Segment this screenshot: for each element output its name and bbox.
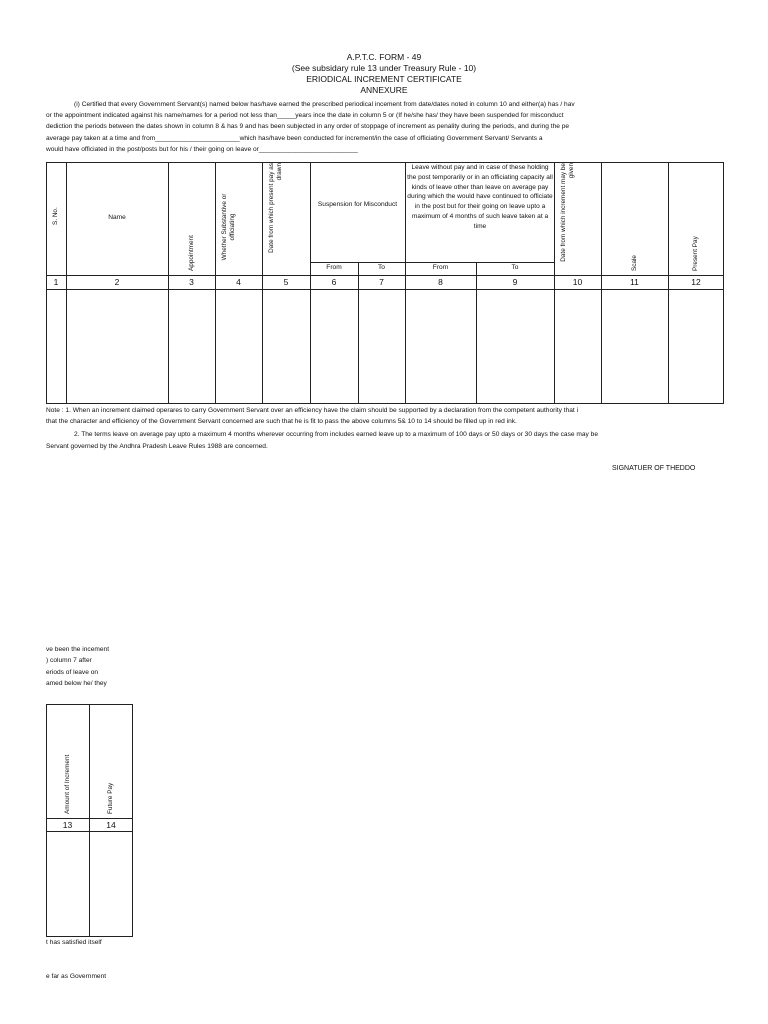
col-num-5: 5 [283, 277, 289, 287]
note-1-line-1: Note : 1. When an increment claimed operares to carry Government Servant over an efficiency have the claim should be supported by a declaration from the competent authority that i [46, 407, 579, 414]
header-leave-to: To [511, 264, 519, 271]
overflow-footer-1: t has satisfied itself [46, 939, 102, 946]
overflow-line-1: ve been the incement [46, 646, 110, 653]
col-num-14: 14 [106, 820, 116, 830]
overflow-line-3: eriods of leave on [46, 669, 99, 676]
header-leave-from: From [432, 264, 449, 271]
note-2-line-1: 2. The terms leave on average pay upto a maximum 4 months wherever occurring from includes earned leave up to a maximum of 100 days or 50 days or 30 days the case may be [74, 431, 598, 438]
increment-table [46, 162, 724, 404]
certificate-title: ERIODICAL INCREMENT CERTIFICATE [306, 74, 462, 84]
intro-line-3: dediction the periods between the dates shown in column 8 & has 9 and has been subjected in any order of stoppage of increment as penality during the periods, and during the pe [46, 123, 570, 130]
note-1-line-2: that the character and efficiency of the Government Servant concerned are such that he is fit to pass the above columns 5& 10 to 14 should be filled up in red ink. [46, 418, 517, 425]
col-num-9: 9 [512, 277, 518, 287]
header-name: Name [108, 214, 126, 221]
signature-label: SIGNATUER OF THEDDO [612, 465, 696, 472]
header-date-present-pay: Date from which present pay as drawn [268, 163, 283, 253]
overflow-line-2: ) column 7 after [46, 657, 92, 664]
col-num-13: 13 [62, 820, 73, 830]
header-leave: Leave without pay and in case of these holding the post temporarily or in an officiating capacity all kinds of leave other than leave on average pay during which the would have continued to officiate in the post but for their going on leave upto a maximum of 4 months of such leave taken at a time [407, 164, 553, 230]
col-num-12: 12 [691, 277, 701, 287]
note-2-line-2: Servant governed by the Andhra Pradesh Leave Rules 1988 are concerned. [46, 443, 268, 450]
header-amount-increment: Amount of Increment [63, 754, 71, 814]
header-sno: S. No. [52, 207, 59, 225]
form-title: A.P.T.C. FORM - 49 [346, 52, 422, 62]
overflow-line-4: amed below he/ they [46, 680, 107, 687]
col-num-11: 11 [630, 277, 639, 287]
col-num-6: 6 [331, 277, 337, 287]
overflow-footer-2: e far as Government [46, 973, 107, 980]
header-scale: Scale [630, 255, 638, 271]
header-suspension: Suspension for Misconduct [317, 201, 398, 208]
intro-line-1: (i) Certified that every Government Servant(s) named below has/have earned the prescribed periodical incement from date/dates noted in column 10 and either(a) has / hav [74, 101, 575, 108]
col-num-4: 4 [236, 277, 241, 287]
annexure-label: ANNEXURE [360, 85, 408, 95]
col-num-2: 2 [114, 277, 120, 287]
header-future-pay: Future Pay [107, 782, 114, 814]
header-suspension-from: From [326, 264, 342, 271]
rule-reference: (See subsidary rule 13 under Treasury Rule - 10) [291, 63, 477, 73]
col-num-3: 3 [189, 277, 194, 287]
overflow-table [46, 704, 133, 937]
header-present-pay: Present Pay [692, 236, 699, 271]
col-num-7: 7 [379, 277, 384, 287]
intro-line-2: or the appointment indicated against his name/names for a period not less than_____years ince the date in column 5 or (If he/she has/ they have been suspended for misconduct [46, 112, 564, 119]
col-num-10: 10 [572, 277, 583, 287]
header-date-increment: Date from which increment may be given [559, 163, 575, 262]
col-num-1: 1 [53, 277, 59, 287]
header-appointment: Appointment [187, 235, 195, 271]
header-substantive: Whether Substantive or officiating [220, 193, 236, 261]
col-num-8: 8 [438, 277, 443, 287]
intro-line-5: would have officiated in the post/posts but for his / their going on leave or___________________________ [46, 146, 358, 153]
header-suspension-to: To [378, 264, 385, 271]
intro-line-4: average pay taken at a time and from_______________________which has/have been conducted for increment/in the case of officiating Government Servant/ Servants a [46, 135, 543, 142]
